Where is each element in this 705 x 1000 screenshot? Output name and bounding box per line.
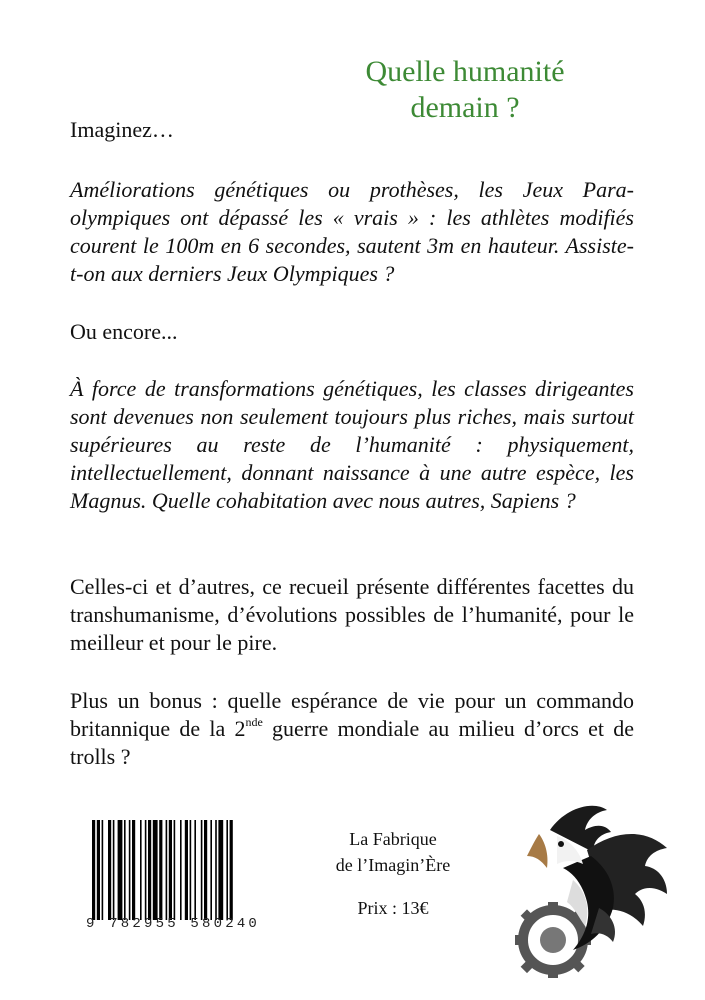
summary-paragraph: Celles-ci et d’autres, ce recueil présente différentes facettes du transhumanisme, d’évolutions possibles de l’humanité, pour le meilleur et pour le pire. (70, 574, 634, 655)
barcode-bar (218, 820, 223, 920)
barcode-bar (97, 820, 100, 920)
barcode-bar (201, 820, 203, 920)
price-label: Prix : 13€ (357, 898, 429, 918)
barcode-bar (124, 820, 126, 920)
bonus-paragraph (70, 687, 634, 771)
barcode-bar (132, 820, 135, 920)
barcode-bar (145, 820, 147, 920)
publisher-line-2: de l’Imagin’Ère (335, 855, 451, 875)
bonus-superscript: nde (245, 714, 263, 729)
intro-ou-encore: Ou encore... (70, 319, 178, 344)
barcode-bar (102, 820, 104, 920)
barcode-bar (92, 820, 95, 920)
barcode-bar (108, 820, 111, 920)
barcode-bar (140, 820, 142, 920)
barcode-digits: 9 782955 580240 (86, 916, 261, 932)
barcode-bar (180, 820, 182, 920)
barcode-bar (185, 820, 188, 920)
barcode-bar (169, 820, 172, 920)
barcode-bar (226, 820, 228, 920)
barcode-bar (204, 820, 207, 920)
barcode-bar (118, 820, 123, 920)
barcode-bar (174, 820, 176, 920)
barcode-bar (148, 820, 151, 920)
barcode-bar (153, 820, 158, 920)
barcode-bar (113, 820, 115, 920)
dragon-gear-logo (495, 790, 675, 980)
bonus-text-2: guerre mondiale au milieu d’orcs et de trolls ? (70, 716, 634, 769)
bonus-text-1: Plus un bonus : quelle espérance de vie pour un commando britannique de la 2 (70, 688, 634, 741)
barcode-bar (230, 820, 233, 920)
intro-imaginez: Imaginez… (70, 117, 174, 142)
scenario-magnus: À force de transformations génétiques, les classes dirigeantes sont devenues non seulement toujours plus riches, mais surtout supérieures au reste de l’humanité : physiquement, intellectuellement, donnant naissance à une autre espèce, les Magnus. Quelle cohabitation avec nous autres, Sapiens ? (70, 376, 634, 513)
barcode-bar (166, 820, 168, 920)
title-line-2: demain ? (410, 91, 520, 124)
barcode-bar (215, 820, 217, 920)
barcode-bar (159, 820, 162, 920)
publisher-line-1: La Fabrique (349, 829, 437, 849)
scenario-paralympics: Améliorations génétiques ou prothèses, les Jeux Para-olympiques ont dépassé les « vrais » : les athlètes modifiés courent le 100m en 6 secondes, sautent 3m en hauteur. Assiste-t-on aux derniers Jeux Olympiques ? (70, 177, 634, 286)
barcode-bar (129, 820, 131, 920)
barcode-bar (190, 820, 192, 920)
title-line-1: Quelle humanité (365, 55, 565, 88)
barcode-bar (194, 820, 196, 920)
publisher-name (318, 826, 468, 878)
barcode-bar (210, 820, 212, 920)
